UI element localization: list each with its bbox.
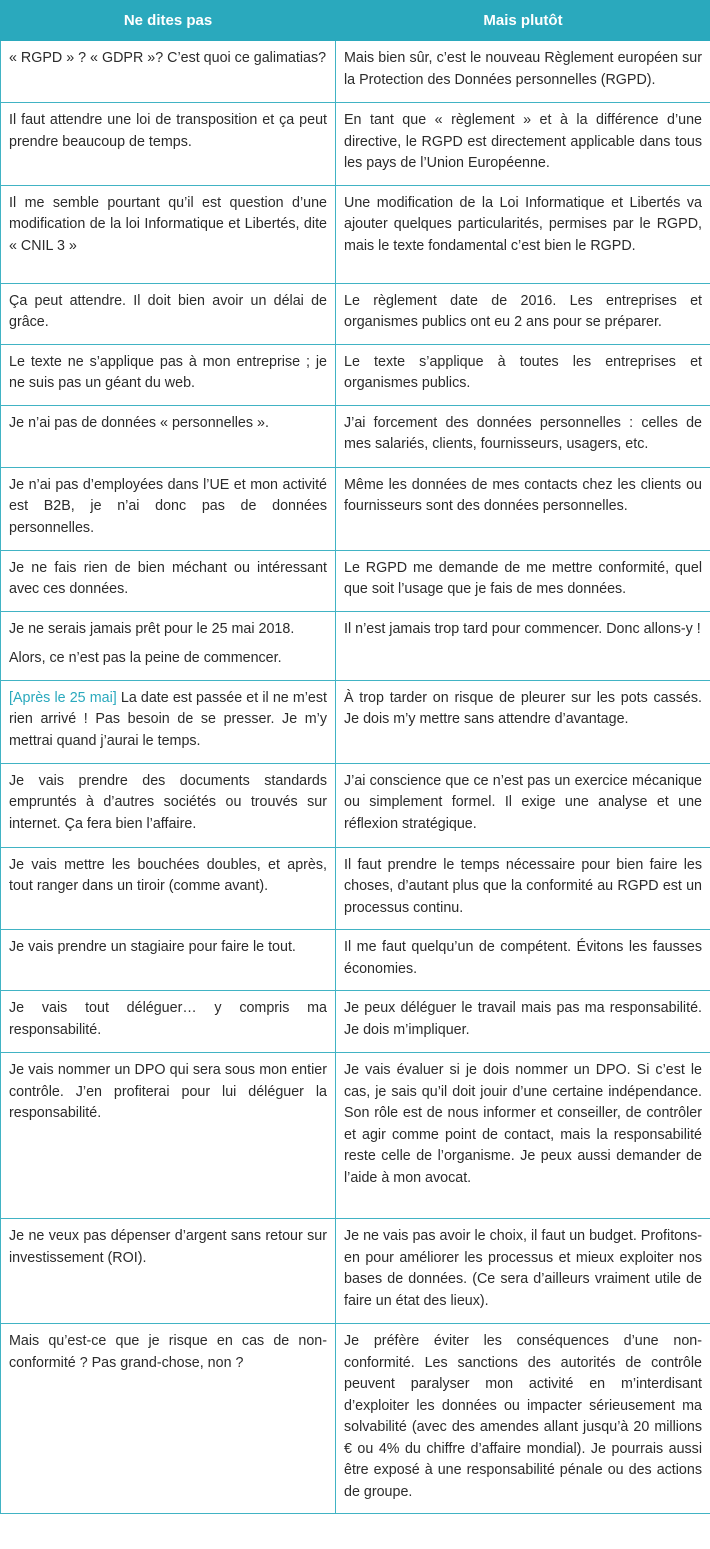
cell-ne-dites-pas [1, 467, 336, 550]
cell-ne-dites-pas [1, 847, 336, 930]
cell-mais-plutot [336, 283, 710, 344]
cell-mais-plutot [336, 763, 710, 847]
cell-text: Mais bien sûr, c’est le nouveau Règlement européen sur la Protection des Données personnelles (RGPD). [344, 50, 702, 88]
cell-mais-plutot [336, 103, 710, 186]
cell-mais-plutot [336, 930, 710, 991]
table-row [1, 847, 710, 930]
cell-text: Je vais prendre des documents standards empruntés à d’autres sociétés ou trouvés sur internet. Ça fera bien l’affaire. [9, 772, 327, 832]
cell-text: Le RGPD me demande de me mettre conformité, quel que soit l’usage que je fais de mes données. [344, 559, 702, 597]
cell-ne-dites-pas [1, 1324, 336, 1514]
cell-text: Je ne vais pas avoir le choix, il faut un budget. Profitons-en pour améliorer les processus et mieux exploiter nos bases de données. (Ce sera d’ailleurs vraiment utile de faire un état des lieux). [344, 1228, 702, 1309]
table-row [1, 930, 710, 991]
cell-mais-plutot [336, 185, 710, 283]
cell-ne-dites-pas [1, 283, 336, 344]
cell-text: Même les données de mes contacts chez les clients ou fournisseurs sont des données personnelles. [344, 476, 702, 514]
cell-text: Je vais prendre un stagiaire pour faire le tout. [9, 939, 296, 955]
cell-mais-plutot [336, 405, 710, 467]
table-row [1, 185, 710, 283]
cell-mais-plutot [336, 344, 710, 405]
cell-text: La date est passée et il ne m’est rien arrivé ! Pas besoin de se presser. Je m’y mettrai quand j’aurai le temps. [9, 689, 328, 749]
cell-text: Je vais nommer un DPO qui sera sous mon entier contrôle. J’en profiterai pour lui déléguer la responsabilité. [9, 1062, 327, 1121]
cell-mais-plutot [336, 467, 710, 550]
cell-ne-dites-pas [1, 763, 336, 847]
cell-mais-plutot [336, 611, 710, 680]
cell-text: Ça peut attendre. Il doit bien avoir un délai de grâce. [9, 292, 327, 330]
table-row [1, 1324, 710, 1514]
table-row [1, 467, 710, 550]
cell-ne-dites-pas [1, 185, 336, 283]
table-row [1, 611, 710, 680]
cell-text: Je vais évaluer si je dois nommer un DPO. Si c’est le cas, je sais qu’il doit jouir d’une certaine indépendance. Son rôle est de nous informer et conseiller, de contrôler et agir comme point de contact, mais la responsabilité reste celle de l’organisme. Je peux aussi demander de l’aide à mon avocat. [344, 1062, 702, 1186]
cell-text: J’ai conscience que ce n’est pas un exercice mécanique ou simplement formel. Il exige une analyse et une réflexion stratégique. [344, 772, 702, 832]
cell-text: Le règlement date de 2016. Les entreprises et organismes publics ont eu 2 ans pour se préparer. [344, 292, 702, 330]
table-row [1, 1219, 710, 1324]
cell-text: Mais qu’est-ce que je risque en cas de non-conformité ? Pas grand-chose, non ? [9, 1333, 327, 1371]
cell-mais-plutot [336, 1324, 710, 1514]
table-row [1, 680, 710, 763]
cell-text: Je ne fais rien de bien méchant ou intéressant avec ces données. [9, 559, 327, 597]
table-row [1, 405, 710, 467]
table-row [1, 763, 710, 847]
cell-ne-dites-pas [1, 680, 336, 763]
cell-text: Il faut prendre le temps nécessaire pour bien faire les choses, d’autant plus que la conformité au RGPD est un processus continu. [344, 856, 702, 916]
cell-text: J’ai forcement des données personnelles : celles de mes salariés, clients, fournisseurs, usagers, etc. [344, 414, 702, 452]
cell-text: Je vais tout déléguer… y compris ma responsabilité. [9, 1000, 327, 1038]
cell-text: Je ne serais jamais prêt pour le 25 mai 2018. [9, 620, 295, 637]
cell-ne-dites-pas [1, 405, 336, 467]
cell-mais-plutot [336, 1219, 710, 1324]
cell-text: Une modification de la Loi Informatique et Libertés va ajouter quelques particularités, permises par le RGPD, mais le texte fondamental c’est bien le RGPD. [344, 194, 702, 254]
cell-text: Il n’est jamais trop tard pour commencer. Donc allons-y ! [344, 620, 701, 637]
cell-text: Je vais mettre les bouchées doubles, et après, tout ranger dans un tiroir (comme avant). [9, 856, 327, 894]
table-row [1, 1053, 710, 1219]
cell-text: « RGPD » ? « GDPR »? C’est quoi ce galimatias? [9, 50, 327, 66]
cell-text: À trop tarder on risque de pleurer sur les pots cassés. Je dois m’y mettre sans attendre d’avantage. [344, 689, 702, 727]
cell-mais-plutot [336, 991, 710, 1053]
cell-text: Il me faut quelqu’un de compétent. Évitons les fausses économies. [344, 939, 702, 977]
table-row [1, 991, 710, 1053]
cell-ne-dites-pas [1, 103, 336, 186]
cell-mais-plutot [336, 680, 710, 763]
cell-text-second-line: Alors, ce n’est pas la peine de commencer. [9, 650, 282, 666]
cell-text: Je ne veux pas dépenser d’argent sans retour sur investissement (ROI). [9, 1228, 327, 1266]
table-row [1, 344, 710, 405]
cell-text: Je n’ai pas de données « personnelles ». [9, 414, 269, 431]
cell-ne-dites-pas [1, 41, 336, 103]
cell-mais-plutot [336, 847, 710, 930]
cell-mais-plutot [336, 550, 710, 611]
cell-ne-dites-pas [1, 1053, 336, 1219]
cell-text: Je n’ai pas d’employées dans l’UE et mon activité est B2B, je n’ai donc pas de données personnelles. [9, 476, 327, 536]
table-body [1, 41, 710, 1514]
table-row [1, 41, 710, 103]
cell-text: Il me semble pourtant qu’il est question d’une modification de la loi Informatique et Libertés, dite « CNIL 3 » [9, 194, 327, 254]
cell-text: Le texte s’applique à toutes les entreprises et organismes publics. [344, 353, 702, 391]
highlight-label: [Après le 25 mai] [9, 689, 117, 706]
cell-text: En tant que « règlement » et à la différence d’une directive, le RGPD est directement applicable dans tous les pays de l’Union Européenne. [344, 112, 702, 171]
cell-ne-dites-pas [1, 1219, 336, 1324]
cell-text: Le texte ne s’applique pas à mon entreprise ; je ne suis pas un géant du web. [9, 353, 327, 391]
table-header-row [1, 1, 710, 41]
cell-mais-plutot [336, 41, 710, 103]
cell-ne-dites-pas [1, 930, 336, 991]
cell-text: Je peux déléguer le travail mais pas ma responsabilité. Je dois m’impliquer. [344, 1000, 702, 1038]
cell-text: Il faut attendre une loi de transposition et ça peut prendre beaucoup de temps. [9, 112, 327, 150]
cell-ne-dites-pas [1, 611, 336, 680]
cell-text: Je préfère éviter les conséquences d’une non-conformité. Les sanctions des autorités de contrôle peuvent paralyser mon activité en m’interdisant d’exploiter les données ou impacter sérieusement ma solvabilité (avec des amendes allant jusqu’à 20 millions € ou 4% du chiffre d’affaire mondial). Je pourrais aussi être exposé à une responsabilité pénale ou des actions de groupe. [344, 1333, 702, 1500]
header-left: Ne dites pas [1, 1, 336, 41]
table-row [1, 103, 710, 186]
cell-mais-plutot [336, 1053, 710, 1219]
table-row [1, 283, 710, 344]
cell-ne-dites-pas [1, 550, 336, 611]
cell-ne-dites-pas [1, 344, 336, 405]
cell-ne-dites-pas [1, 991, 336, 1053]
header-right: Mais plutôt [336, 1, 710, 41]
table-row [1, 550, 710, 611]
